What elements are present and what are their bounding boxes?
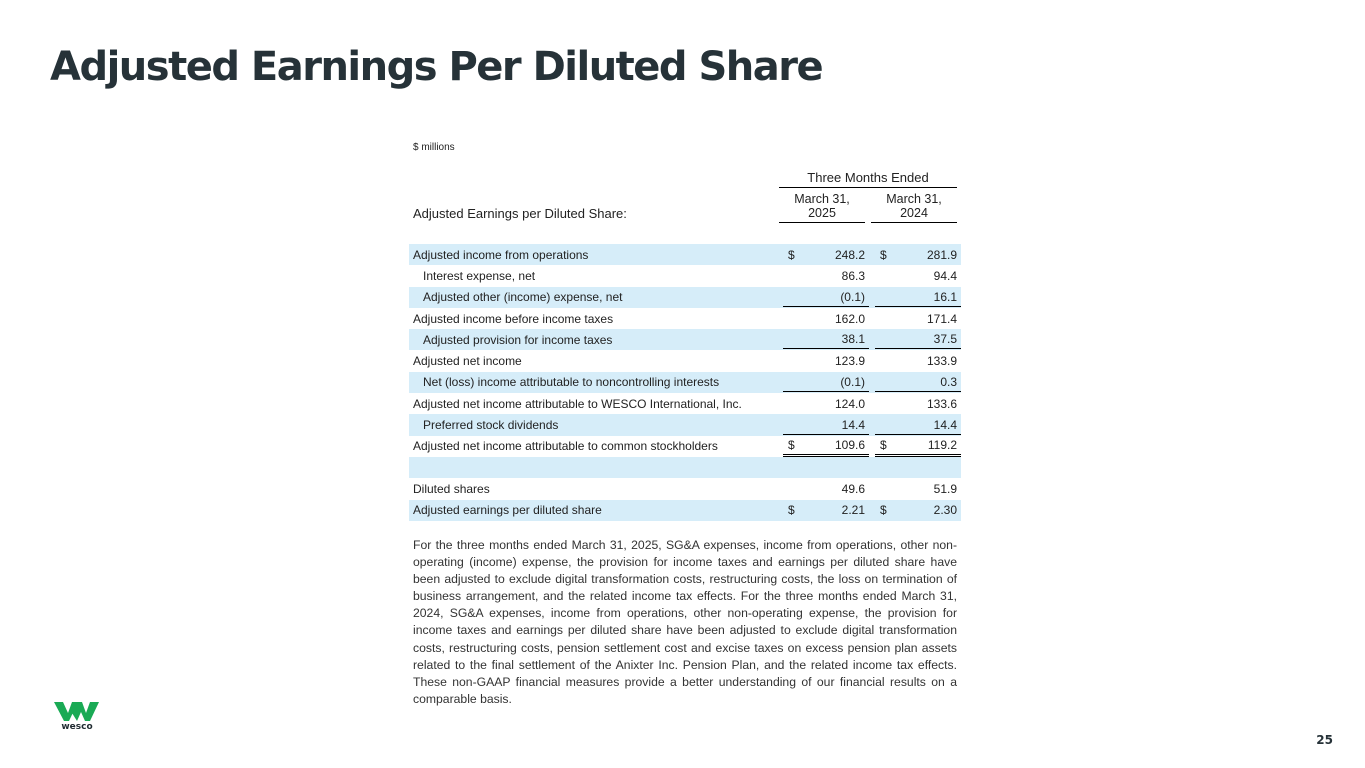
value: 119.2 xyxy=(927,437,957,452)
page-number: 25 xyxy=(1316,733,1333,747)
value-cell xyxy=(875,373,961,392)
value-cell xyxy=(783,395,869,413)
row-label: Adjusted net income attributable to common stockholders xyxy=(413,439,718,454)
value: 109.6 xyxy=(834,437,865,452)
table-row xyxy=(409,393,961,414)
table-row xyxy=(409,414,961,435)
row-label: Adjusted provision for income taxes xyxy=(409,329,779,350)
table-row xyxy=(409,350,961,371)
value: 162.0 xyxy=(834,311,865,326)
logo-wordmark: wesco xyxy=(61,722,93,732)
column-header-line2: 2024 xyxy=(900,206,928,220)
units-label: $ millions xyxy=(413,142,455,153)
value-cell xyxy=(783,416,869,435)
currency-symbol: $ xyxy=(788,503,795,518)
value-cell xyxy=(875,288,961,307)
row-label xyxy=(409,457,779,478)
value: 248.2 xyxy=(834,247,865,262)
row-label: Adjusted income from operations xyxy=(409,244,779,265)
row-label: Adjusted net income attributable to WESCO International, Inc. xyxy=(413,396,742,411)
value: 171.4 xyxy=(926,311,957,326)
section-label: Adjusted Earnings per Diluted Share: xyxy=(413,206,627,221)
row-label: Adjusted net income xyxy=(413,354,522,369)
value-cell xyxy=(875,352,961,370)
value-cell xyxy=(875,501,961,519)
value-cell xyxy=(783,288,869,307)
value-cell xyxy=(783,480,869,498)
value-cell xyxy=(875,480,961,498)
value-cell xyxy=(783,246,869,264)
table-row xyxy=(409,478,961,499)
value: 51.9 xyxy=(933,481,957,496)
value: 94.4 xyxy=(933,268,957,283)
table-row xyxy=(409,372,961,393)
value: 124.0 xyxy=(834,396,865,411)
value: (0.1) xyxy=(840,289,865,304)
value-cell xyxy=(875,267,961,285)
value: 16.1 xyxy=(933,289,957,304)
row-label: Adjusted income before income taxes xyxy=(413,311,614,326)
row-label: Adjusted other (income) expense, net xyxy=(409,287,779,308)
column-header-line1: March 31, xyxy=(886,192,942,206)
column-header-line2: 2025 xyxy=(808,206,836,220)
value-cell xyxy=(783,501,869,519)
value: 0.3 xyxy=(940,374,957,389)
row-label: Adjusted earnings per diluted share xyxy=(409,500,779,521)
value: 2.30 xyxy=(933,503,957,518)
currency-symbol: $ xyxy=(788,247,795,262)
table-row xyxy=(409,500,961,521)
table-row xyxy=(409,265,961,286)
table-row xyxy=(409,329,961,350)
row-label: Interest expense, net xyxy=(423,268,536,283)
value-cell xyxy=(875,436,961,457)
financial-table xyxy=(409,244,961,521)
period-header: Three Months Ended xyxy=(779,170,957,188)
value: (0.1) xyxy=(840,374,865,389)
footnote: For the three months ended March 31, 2025, SG&A expenses, income from operations, other non-operating (income) expense, the provision for income taxes and earnings per diluted share have been adjusted to exclude digital transformation costs, restructuring costs, the loss on termination of business arrangement, and the related income tax effects. For the three months ended March 31, 2024, SG&A expenses, income from operations, other non-operating expense, the provision for income taxes and earnings per diluted share have been adjusted to exclude digital transformation costs, restructuring costs, pension settlement cost and excise taxes on excess pension plan assets related to the final settlement of the Anixter Inc. Pension Plan, and the related income tax effects. These non-GAAP financial measures provide a better understanding of our financial results on a comparable basis. xyxy=(413,538,957,706)
value-cell xyxy=(875,310,961,328)
table-row xyxy=(409,308,961,329)
value-cell xyxy=(783,267,869,285)
column-header-line1: March 31, xyxy=(794,192,850,206)
page-title: Adjusted Earnings Per Diluted Share xyxy=(50,44,823,90)
column-header-2025 xyxy=(779,192,865,223)
value: 38.1 xyxy=(841,332,865,347)
currency-symbol: $ xyxy=(880,503,887,518)
value-cell xyxy=(875,246,961,264)
table-row xyxy=(409,287,961,308)
value-cell xyxy=(783,330,869,349)
value-cell xyxy=(875,416,961,435)
currency-symbol: $ xyxy=(880,247,887,262)
table-row-spacer xyxy=(409,457,961,478)
table-row xyxy=(409,244,961,265)
value-cell xyxy=(783,352,869,370)
value: 2.21 xyxy=(841,503,865,518)
value: 14.4 xyxy=(933,417,957,432)
value: 133.9 xyxy=(926,354,957,369)
value: 14.4 xyxy=(841,417,865,432)
value-cell xyxy=(783,310,869,328)
row-label: Diluted shares xyxy=(413,481,490,496)
value-cell xyxy=(875,395,961,413)
currency-symbol: $ xyxy=(788,437,795,452)
value: 133.6 xyxy=(926,396,957,411)
value: 123.9 xyxy=(834,354,865,369)
value-cell xyxy=(783,436,869,457)
value: 281.9 xyxy=(926,247,957,262)
row-label: Preferred stock dividends xyxy=(409,414,779,435)
currency-symbol: $ xyxy=(880,437,887,452)
value-cell xyxy=(783,373,869,392)
row-label: Net (loss) income attributable to noncontrolling interests xyxy=(409,372,779,393)
value: 37.5 xyxy=(933,332,957,347)
value: 86.3 xyxy=(841,268,865,283)
table-row xyxy=(409,436,961,457)
column-header-2024 xyxy=(871,192,957,223)
value: 49.6 xyxy=(841,481,865,496)
value-cell xyxy=(875,330,961,349)
